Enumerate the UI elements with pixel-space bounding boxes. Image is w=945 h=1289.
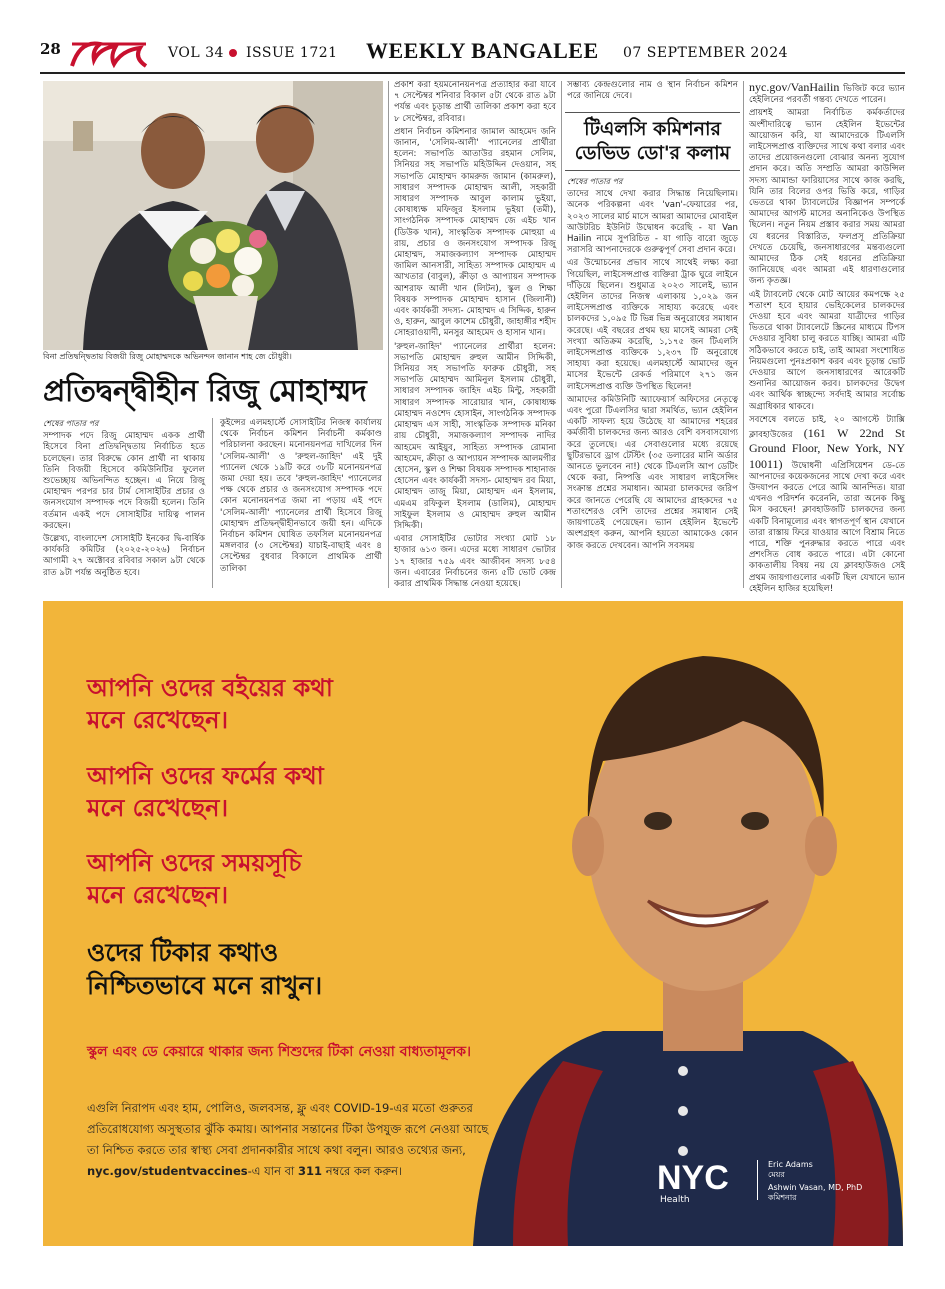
page-number: 28 <box>40 40 61 58</box>
separator-dot <box>229 49 237 57</box>
article2-paragraph: এর উন্মোচনের প্রভাব সাথে সাথেই লক্ষ্য করা গিয়েছিল, লাইসেন্সপ্রাপ্ত ব্যক্তিরা ট্রাক ঘুরে লাইনে দাঁড়িয়ে ছিলেন। শুধুমাত্র ২০২৩ সালেই, ভ্যান হেইলিন তাদের নিজস্ব এলাকায় ১,০২৯ জন লাইসেন্সপ্রাপ্ত ব্যক্তিকে সাহায্য করেছে এবং চালকদের ১,০৯৫ টি ভিন্ন ভিন্ন অনুরোধের সমাধান করেছে। এই বছরের প্রথম ছয় মাসেই আমরা সেই সংখ্যা অতিক্রম করেছি, ১,১৭৫ জন টিএলসি লাইসেন্সপ্রাপ্ত ব্যক্তিকে ১,২৩৭ টি অনুরোধে সাহায্য করা হয়েছে। এলমহার্স্টে আমাদের জুন মাসের ইভেন্টে রেকর্ড পরিমাণে ২৭১ জন লাইসেন্সপ্রাপ্ত ব্যক্তি উপস্থিত ছিলেন! <box>567 258 738 392</box>
column-box-top-rule <box>565 112 740 113</box>
article2-paragraph: প্রায়শই আমরা নির্বাচিত কর্মকর্তাদের অংশীদারিত্বে ভ্যান হেইলিন ইভেন্টের আয়োজন করি, যা আমাদেরকে টিএলসি লাইসেন্সপ্রাপ্ত ব্যক্তিদের সাথে কথা বলার এবং তাদের প্রয়োজনগুলো বোঝার অনন্য সুযোগ প্রদান করে। অতি সম্প্রতি আমরা কাউন্সিল সদস্য আমান্ডা ফারিয়াসের সাথে কাজ করছি, যিনি তার বিলের ওপর ভিত্তি করে, গাড়ির ভেতরে থাকা ট্যাবলেটের বিজ্ঞাপন সম্পর্কে আমাদের আগস্ট মাসের অনানিকেও উপস্থিত ছিলেন। নতুন নিয়ম প্রস্তাব করার সময় আমরা যে ধরনের বিস্তারিত, ফলপ্রসূ প্রতিক্রিয়া দেখতে চেয়েছি, জনসাধারণের মন্তব্যগুলো আমাদের ঠিক সেই ধরনের প্রতিক্রিয়া জানিয়েছে এবং আমরা এই ধারণাগুলোর জন্য কৃতজ্ঞ। <box>749 108 905 287</box>
column-box-bottom-rule <box>565 170 740 171</box>
ad-callout-a: ওদের টিকার কথাও <box>87 938 279 967</box>
article1-column-1 <box>43 418 205 581</box>
article1-paragraph: কুইন্সের এলমহার্স্টে সোসাইটির নিজস্ব কার্যালয় থেকে নির্বাচন কমিশন নির্বাচনী কর্মকাণ্ড পরিচালনা করছেন। মনোনয়নপত্র দাখিলের দিন 'সেলিম-আলী' ও 'রুহুল-জাহিদ' এই দুই প্যানেল থেকে ১৯টি করে ৩৮টি মনোনয়নপত্র জমা দেয়া হয়। তবে 'রুহুল-জাহিদ' প্যানেলের পক্ষ থেকে প্রচার ও জনসংযোগ সম্পাদক পদে কোন মনোনয়নপত্র জমা না পড়ায় এই পদে 'সেলিম-আলী' প্যানেলের প্রার্থী হিসেবে রিজু মোহাম্মদ প্রতিদ্বন্দ্বীহীনভাবে জয়ী হন। এদিকে নির্বাচন কমিশন ঘোষিত তফসিল মনোনয়নপত্র মঙ্গলবার (৩ সেপ্টেম্বর) যাচাই-বাছাই এবং ৪ সেপ্টেম্বর বুধবার বিকালে প্রাথমিক প্রার্থী তালিকা <box>220 418 382 574</box>
ad-body-text: -এ <box>247 1164 261 1178</box>
article1-column-2 <box>220 418 382 577</box>
ad-line-1a: আপনি ওদের বইয়ের কথা <box>87 674 333 702</box>
column-headline-line-1: টিএলসি কমিশনার <box>584 118 721 140</box>
clubhouse-address: (161 W 22nd St Ground Floor, New York, NY 10011) <box>749 426 905 471</box>
mayor-title: মেয়র <box>768 1170 785 1179</box>
ad-line-2a: আপনি ওদের ফর্মের কথা <box>87 762 324 790</box>
masthead-rule <box>40 72 905 74</box>
mayor-name: Eric Adams <box>768 1160 813 1169</box>
nyc-health-label: Health <box>660 1195 690 1205</box>
van-hailin-link[interactable]: nyc.gov/VanHailin <box>749 80 840 94</box>
column-divider <box>388 81 389 588</box>
article2-column-4 <box>567 176 738 554</box>
article1-paragraph: 'রুহুল-জাহিদ' প্যানেলের প্রার্থীরা হলেন: সভাপতি মোহাম্মদ রুহুল আমীন সিদ্দিকী, সিনিয়র সহ সভাপতি ফারুক চৌধুরী, সহ সভাপতি মোহাম্মদ আমিনুল ইসলাম চৌধুরী, সাধারণ সম্পাদক জাহিদ এইচ মিন্টু, সহকারী সাধারণ সম্পাদক সারোয়ার খান, কোষাধ্যক্ষ মোহাম্মদ নওশেদ হোসাইন, সাংগঠনিক সম্পাদক মোহাম্মদ এস সাহী, সাংস্কৃতিক সম্পাদক মনিকা রায় চৌধুরী, সমাজকল্যাণ সম্পাদক নাদির আহমেদ আইয়ুব, সাহিত্য সম্পাদক রোমানা আহমেদ, ক্রীড়া ও আপ্যায়ন সম্পাদক আলমগীর হোসেন, স্কুল ও শিক্ষা বিষয়ক সম্পাদক শাহানাজ হোসেন এবং কার্যকরী সদস্য- মোহাম্মদ রব মিয়া, মোহাম্মদ তাজু মিয়া, মোহাম্মদ এন ইসলাম, এমএম রফিকুল ইসলাম (ডালিম), মোহাম্মদ সাইফুল ইসলাম ও মোহাম্মদ রুহুল আমীন সিদ্দিকী। <box>394 341 556 531</box>
continued-from: শেষের পাতার পর <box>43 419 99 428</box>
commissioner-name: Ashwin Vasan, MD, PhD <box>768 1183 863 1192</box>
article1-column-4-top <box>567 80 738 104</box>
ad-body-text: এগুলি নিরাপদ এবং হাম, পোলিও, জলবসন্ত, ফ্লু এবং COVID-19-এর মতো গুরুতর প্রতিরোধযোগ্য অসুস্থতার ঝুঁকি কমায়। আপনার সন্তানের টিকা উপযুক্ত রূপে নেওয়া আছে তা নিশ্চিত করতে তার স্বাস্থ্য সেবা প্রদানকারীর সাথে কথা বলুন। আরও তথ্যের জন্য, <box>87 1101 489 1157</box>
ad-line-3a: আপনি ওদের সময়সূচি <box>87 849 302 877</box>
article1-paragraph: সম্ভাব্য কেন্দ্রগুলোর নাম ও স্থান নির্বাচন কমিশন পরে জানিয়ে দেবে। <box>567 80 738 102</box>
ad-body <box>87 1098 497 1182</box>
volume: VOL 34 <box>168 45 224 61</box>
article2-paragraph: এই ট্যাবলেট থেকে মোট আয়ের কমপক্ষে ২৫ শতাংশ হবে হায়ার ভেহিকেলের চালকদের দেওয়া হবে এবং আমরা যাত্রীদের গাড়ির ভিতরে থাকা ট্যাবলেটে স্ক্রিনের মাধ্যমে টিপস দেওয়ার সুবিধা চালু করতে যাচ্ছি। আমরা এটি সঠিকভাবে করতে চাই, তাই আমরা সংশোধিত নিয়মগুলো পুনঃপ্রকাশ করব এবং চূড়ান্ত ভোট দেওয়ার আগে জনসাধারণের আরেকটি শুনানির আয়োজন করব। চালকদের উদ্বেগ এবং আর্থিক স্বাচ্ছন্দ্যে সর্বদাই আমার সর্বোচ্চ অগ্রাধিকার থাকবে। <box>749 289 905 412</box>
commissioner-title: কমিশনার <box>768 1193 797 1202</box>
article2-column-5 <box>749 80 905 597</box>
nyc-logo-text: NYC <box>657 1159 729 1197</box>
bangalee-logo <box>70 36 148 72</box>
ad-callout-b: নিশ্চিতভাবে মনে রাখুন। <box>87 971 323 1000</box>
phone-number[interactable]: 311 <box>298 1164 323 1178</box>
photo-caption: বিনা প্রতিদ্বন্দ্বিতায় বিজয়ী রিজু মোহাম্মদকে অভিনন্দন জানান শাহ জে চৌধুরী। <box>43 352 292 361</box>
article2-text: ভিজিট করে ভ্যান হেইলিনের পরবর্তী গন্তব্য দেখতে পারেন। <box>749 84 905 106</box>
ad-line-3b: মনে রেখেছেন। <box>87 881 229 909</box>
article2-paragraph: আমাদের কমিউনিটি অ্যাফেয়ার্স অফিসের নেতৃত্বে এবং পুরো টিএলসির দ্বারা সমর্থিত, ভ্যান হেইলিন একটি সাফল্য হয়ে উঠেছে যা আমাদের শহরের কর্মজীবী চালকদের জন্য আরও বেশি বসবাসযোগ্য করে তুলেছে। এর সেবাগুলোর মধ্যে রয়েছে ছুটিরভাবে ড্রাগ টেস্টিং (৩৫ ডলারের মানি অর্ডার আনতে ভুলবেন না!) থেকে টিএলসি আপ ডেটিং থেকে করা, নিষ্পত্তি এবং সাধারণ লাইসেন্সিং সংক্রান্ত প্রশ্নের সমাধান। আমরা চালকদের জরিপ করে জানতে পেরেছি যে আমাদের গ্রাহকদের ৭৫ শতাংশেরও বেশি তাদের প্রশ্নের সমাধান সেই জায়গাতেই পেয়েছেন। ভ্যান হেইলিন ইভেন্টে অংশগ্রহণ করুন, আপনি হয়তো আমাকেও কোন কাজ করতে দেখবেন। আপনি সবসময় <box>567 394 738 551</box>
article-headline: প্রতিদ্বন্দ্বীহীন রিজু মোহাম্মদ <box>43 374 367 409</box>
column-headline-line-2: ডেভিড ডো'র কলাম <box>574 142 731 164</box>
issue: ISSUE 1721 <box>246 45 338 61</box>
column-divider <box>743 81 744 588</box>
article1-paragraph: প্রকাশ করা হয়মনোনয়নপত্র প্রত্যাহার করা যাবে ৭ সেপ্টেম্বর শনিবার বিকাল ৫টা থেকে রাত ৯টা পর্যন্ত এবং চূড়ান্ত প্রার্থী তালিকা প্রকাশ করা হবে ৮ সেপ্টেম্বর, রবিবার। <box>394 80 556 124</box>
article2-text: সবশেষে বলতে চাই, ২০ আগস্টে ট্যাক্সি ক্লাবহাউজের <box>749 414 905 441</box>
article1-paragraph: উল্লেখ্য, বাংলাদেশ সোসাইটি ইনকের দ্বি-বার্ষিক কার্যকরি কমিটির (২০২৫-২০২৬) নির্বাচন আগামী ২৭ অক্টোবর রবিবার সকাল ৯টা থেকে রাত ৯টা পর্যন্ত অনুষ্ঠিত হবে। <box>43 534 205 578</box>
article1-column-3 <box>394 80 556 592</box>
column-divider <box>212 418 213 588</box>
article2-text: উদ্বোধনী এপ্রিসিয়েশন ডে-তে আপনাদের কয়েকজনের সাথে দেখা করে এবং উদযাপন করতে পেরে আমি আনন্দিত। যারা এখনও পরিদর্শন করেননি, তারা অনেক কিছু মিস করছেন! ক্লাবহাউজটি চালকদের জন্য একটি বিনামূল্যের এবং স্বাগতপূর্ণ স্থান যেখানে তারা রাস্তায় ফিরে যাওয়ার আগে বিশ্রাম নিতে পারে, শক্তি পুনরুদ্ধার করতে পারে এবং প্রশংসিত বোধ করতে পারে। এটা কোনো কাকতালীয় বিষয় নয় যে ক্লাবহাউজও সেই প্রথম জায়গাগুলোর একটি ছিল যেখানে ভ্যান হেইলিন হাজির হয়েছিল! <box>749 460 905 594</box>
ad-body-text: যান বা <box>264 1164 295 1178</box>
commissioner-block <box>768 1183 862 1203</box>
ad-subhead: স্কুল এবং ডে কেয়ারে থাকার জন্য শিশুদের টিকা নেওয়া বাধ্যতামূলক। <box>87 1044 472 1060</box>
nyc-logo-divider <box>757 1160 758 1200</box>
article2-paragraph: তাদের সাথে দেখা করার সিদ্ধান্ত নিয়েছিলাম। অনেক পরিকল্পনা এবং 'van'-ফেয়ারের পর, ২০২৩ সালের মার্চ মাসে আমরা আমাদের মোবাইল আউটরিচ ইউনিট উদ্বোধন করেছি - যা Van Hailin নামে সুপরিচিত - যা গাড়ি বারো জুড়ে সরাসরি আপনাদেরকে গুরুত্বপূর্ণ সেবা প্রদান করে। <box>567 189 738 256</box>
publication-title: WEEKLY BANGALEE <box>366 38 599 63</box>
article-photo <box>43 81 383 350</box>
mayor-block <box>768 1160 813 1180</box>
ad-line-2b: মনে রেখেছেন। <box>87 794 229 822</box>
continued-from: শেষের পাতার পর <box>567 177 623 186</box>
student-vaccines-link[interactable]: nyc.gov/studentvaccines <box>87 1164 248 1178</box>
column-headline <box>565 117 740 165</box>
column-divider <box>561 81 562 588</box>
article1-paragraph: এবার সোসাইটির ভোটার সংখ্যা মোট ১৮ হাজার ৬১৩ জন। এদের মধ্যে সাধারণ ভোটার ১৭ হাজার ৭৫৯ এবং আজীবন সদস্য ৮৫৪ জন। এবারের নির্বাচনের জন্য ৫টি ভোট কেন্দ্র করার প্রাথমিক সিদ্ধান্ত নেওয়া হয়েছে। <box>394 534 556 589</box>
issue-date: 07 SEPTEMBER 2024 <box>623 45 789 61</box>
article1-paragraph: সম্পাদক পদে রিজু মোহাম্মদ একক প্রার্থী হিসেবে বিনা প্রতিদ্বন্দ্বিতায় নির্বাচিত হতে চলেছেন। তার বিরুদ্ধে কোন প্রার্থী না থাকায় তিনি বিজয়ী হিসেবে কমিউনিটির ফুলেল শুভেচ্ছায় অভিনন্দিত হচ্ছেন। এ নিয়ে রিজু মোহাম্মদ পরপর চার টার্ম সোসাইটির প্রচার ও জনসংযোগ সম্পাদক পদে বিজয়ী হলেন। তিনি বর্তমান একই পদে সোসাইটির দায়িত্ব পালন করছেন। <box>43 431 205 531</box>
ad-body-text: নম্বরে কল করুন। <box>325 1164 403 1178</box>
ad-line-1b: মনে রেখেছেন। <box>87 706 229 734</box>
article1-paragraph: প্রধান নির্বাচন কমিশনার জামাল আহমেদ জনি জানান, 'সেলিম-আলী' প্যানেলের প্রার্থীরা হলেন: সভাপতি আতাউর রহমান সেলিম, সিনিয়র সহ সভাপতি মহিউদ্দিন দেওয়ান, সহ সভাপতি মোহাম্মদ কামরুজ জামান (কামরুল), সাধারণ সম্পাদক মোহাম্মদ আলী, সহকারী সাধারণ সম্পাদক আবুল কালাম ভুইয়া, কোষাধ্যক্ষ মফিজুর ইসলাম ভুইয়া (তমী), সাংগঠনিক সম্পাদক মোহাম্মদ জে এইচ খান (ডিউক খান), সাংস্কৃতিক সম্পাদক মোহুয়া এ রায়, প্রচার ও জনসংযোগ সম্পাদক রিজু মোহাম্মদ, সমাজকল্যাণ সম্পাদক মোহাম্মদ জামিল আনসারী, সাহিত্য সম্পাদক মোহাম্মদ এ আখতার (বাবুল), ক্রীড়া ও আপ্যায়ন সম্পাদক আশরাফ আলী খান (লিটন), স্কুল ও শিক্ষা বিষয়ক সম্পাদক মোহাম্মদ হাসান (জিলানী) এবং কার্যকরী সদস্য- মোহাম্মদ এ সিদ্দিক, হারুন ও, হারুন, আবুল কাশেম চৌধুরী, জাহাঙ্গীর শহীদ সোহরাওয়ার্দী, মনসুর আহমেদ ও হাসান খান। <box>394 126 556 339</box>
